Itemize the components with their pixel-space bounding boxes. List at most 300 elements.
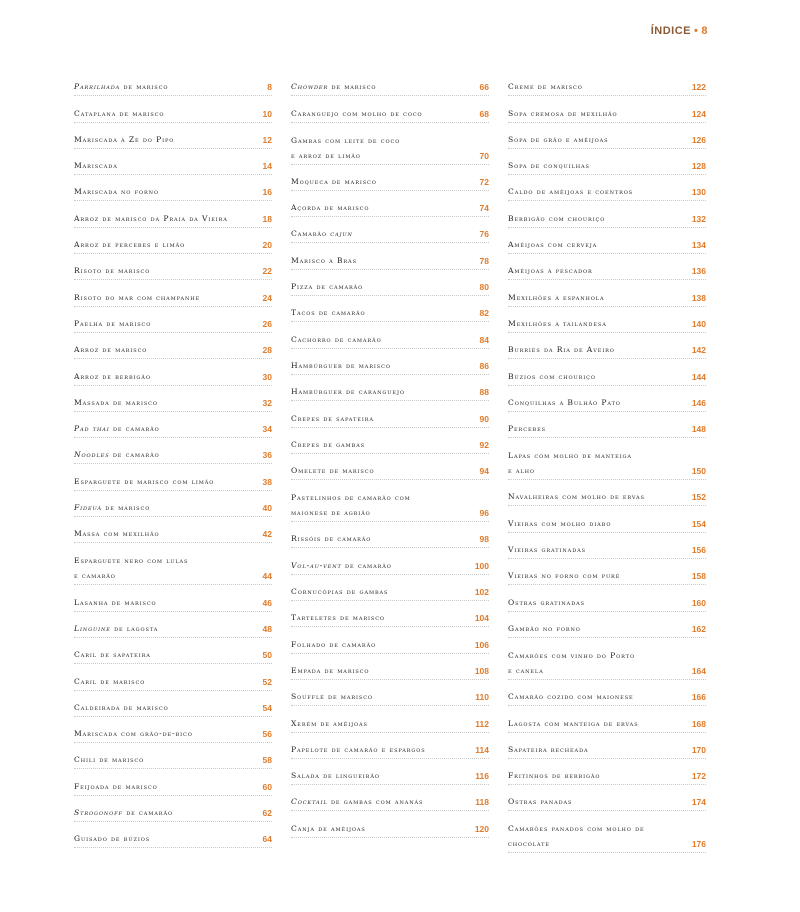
entry-title (508, 742, 589, 758)
index-entry (508, 175, 706, 201)
entry-title-text: Mexilhões à tailandesa (508, 318, 607, 328)
entry-page-number: 132 (691, 213, 706, 224)
entry-page-number: 142 (691, 345, 706, 356)
entry-page-number: 60 (262, 781, 272, 792)
entry-title (291, 411, 374, 427)
entry-page-number: 20 (262, 240, 272, 251)
entry-page-number: 128 (691, 161, 706, 172)
entry-page-number: 8 (267, 82, 272, 93)
entry-page-number: 32 (262, 397, 272, 408)
entry-page-number: 138 (691, 292, 706, 303)
entry-title-text: Esparguete nero com lulas e camarão (74, 556, 189, 581)
entry-page-number: 48 (262, 623, 272, 634)
index-entry (508, 612, 706, 638)
entry-title-text: Mexilhões à espanhola (508, 292, 605, 302)
entry-title (508, 184, 633, 200)
entry-page-number: 40 (262, 503, 272, 514)
entry-title-rest: de lagosta (110, 623, 159, 633)
index-entry (291, 601, 489, 627)
index-entry (74, 796, 272, 822)
index-entry (508, 280, 706, 306)
entry-title (291, 358, 391, 374)
entry-page-number: 26 (262, 318, 272, 329)
index-entry (291, 401, 489, 427)
index-entry (291, 349, 489, 375)
entry-page-number: 86 (479, 360, 489, 371)
entry-page-number: 158 (691, 571, 706, 582)
entry-title-text: Sopa de conquilhas (508, 161, 590, 171)
entry-page-number: 82 (479, 308, 489, 319)
index-entry (508, 438, 706, 480)
entry-title (74, 595, 157, 611)
entry-title-text: Noodles (74, 450, 110, 460)
entry-page-number: 70 (479, 150, 489, 161)
index-entry (74, 149, 272, 175)
entry-title (508, 568, 620, 584)
entry-title (291, 200, 369, 216)
index-entry (291, 785, 489, 811)
entry-page-number: 18 (262, 213, 272, 224)
entry-title-text: Mariscada (74, 161, 118, 171)
entry-page-number: 56 (262, 729, 272, 740)
entry-title-text: Vieiras gratinadas (508, 545, 586, 555)
entry-page-number: 22 (262, 266, 272, 277)
entry-title-text: Caril de marisco (74, 676, 146, 686)
index-entry (74, 96, 272, 122)
entry-title (74, 752, 144, 768)
entry-title (74, 805, 173, 821)
entry-title (291, 79, 376, 95)
entry-page-number: 46 (262, 597, 272, 608)
index-entry (508, 759, 706, 785)
entry-title (74, 369, 151, 385)
entry-title-text: Búzios com chouriço (508, 371, 596, 381)
entry-title (291, 133, 400, 164)
entry-title-text: Sapateira recheada (508, 744, 589, 754)
entry-page-number: 136 (691, 266, 706, 277)
entry-title-text: Marisco à Brás (291, 255, 357, 265)
entry-page-number: 30 (262, 371, 272, 382)
entry-title-text: Cornucópias de gambas (291, 587, 389, 597)
entry-page-number: 68 (479, 108, 489, 119)
entry-title-text: Arroz de percebes e limão (74, 240, 186, 250)
entry-title-text: Vieiras no forno com puré (508, 571, 621, 581)
index-entry (291, 575, 489, 601)
entry-page-number: 120 (474, 823, 489, 834)
entry-page-number: 80 (479, 282, 489, 293)
index-entry (508, 733, 706, 759)
index-entry (74, 438, 272, 464)
entry-title-text: Percebes (508, 424, 546, 434)
entry-title-text: Guisado de búzios (74, 834, 151, 844)
entry-title (508, 158, 590, 174)
entry-page-number: 58 (262, 755, 272, 766)
entry-page-number: 88 (479, 387, 489, 398)
entry-title-text: Hambúrguer de caranguejo (291, 387, 405, 397)
index-entry (291, 733, 489, 759)
entry-page-number: 168 (691, 718, 706, 729)
entry-title-text: Pastelinhos de camarão com maionese de agrião (291, 493, 411, 518)
entry-title-text: Cocktail (291, 797, 328, 807)
entry-page-number: 122 (691, 82, 706, 93)
entry-title (291, 558, 392, 574)
entry-title (291, 279, 363, 295)
entry-title-rest: cajun (330, 229, 353, 239)
entry-title (291, 437, 365, 453)
entry-title-text: Vieiras com molho diabo (508, 518, 612, 528)
entry-page-number: 24 (262, 292, 272, 303)
entry-title (74, 526, 160, 542)
entry-page-number: 160 (691, 597, 706, 608)
entry-title-text: Ostras gratinadas (508, 597, 585, 607)
entry-page-number: 78 (479, 255, 489, 266)
index-entry (74, 175, 272, 201)
entry-page-number: 100 (474, 560, 489, 571)
entry-title-text: Tacos de camarão (291, 308, 366, 318)
entry-title (74, 700, 169, 716)
index-entry (291, 96, 489, 122)
entry-page-number: 164 (691, 665, 706, 676)
entry-title (508, 516, 611, 532)
entry-page-number: 54 (262, 702, 272, 713)
entry-title-text: Massa com mexilhão (74, 529, 160, 539)
index-entry (74, 822, 272, 848)
entry-title-text: Conquilhas à Bulhão Pato (508, 397, 621, 407)
entry-page-number: 44 (262, 571, 272, 582)
entry-title (74, 647, 151, 663)
entry-page-number: 140 (691, 318, 706, 329)
entry-page-number: 94 (479, 466, 489, 477)
entry-title (508, 342, 615, 358)
entry-title (291, 253, 357, 269)
entry-page-number: 176 (691, 839, 706, 850)
entry-title-text: Risoto do mar com champanhe (74, 292, 201, 302)
entry-page-number: 90 (479, 413, 489, 424)
entry-title-text: Arroz de marisco da Praia da Vieira (74, 213, 228, 223)
entry-title (508, 489, 645, 505)
index-entry (291, 522, 489, 548)
index-entry (508, 559, 706, 585)
index-entry (291, 296, 489, 322)
entry-title (291, 305, 366, 321)
entry-title (291, 663, 369, 679)
entry-page-number: 34 (262, 424, 272, 435)
entry-title-text: Massada de marisco (74, 397, 158, 407)
index-entry (74, 517, 272, 543)
entry-title-text: Vol-au-vent (291, 560, 342, 570)
entry-page-number: 162 (691, 623, 706, 634)
entry-title-text: Gambão no forno (508, 623, 581, 633)
entry-title-text: Canja de amêijoas (291, 823, 366, 833)
entry-title-text: Cachorro de camarão (291, 334, 382, 344)
entry-title (74, 674, 145, 690)
index-entry (291, 375, 489, 401)
index-entry (291, 480, 489, 522)
entry-title (291, 384, 405, 400)
entry-title (74, 342, 147, 358)
index-entry (74, 254, 272, 280)
index-entry (74, 638, 272, 664)
entry-title (508, 237, 597, 253)
entry-title (291, 174, 377, 190)
entry-title (291, 226, 353, 242)
index-entry (508, 254, 706, 280)
entry-title (291, 742, 426, 758)
entry-page-number: 96 (479, 508, 489, 519)
index-column-3 (508, 70, 706, 853)
header-page-number: 8 (701, 25, 708, 37)
index-entry (291, 270, 489, 296)
entry-title-text: Amêijoas com cerveja (508, 240, 598, 250)
index-entry (508, 307, 706, 333)
entry-page-number: 124 (691, 108, 706, 119)
entry-page-number: 74 (479, 203, 489, 214)
entry-title-text: Strogonoff (74, 808, 123, 818)
entry-title (74, 421, 160, 437)
entry-title-text: Gambas com leite de coco e arroz de limão (291, 135, 401, 160)
index-entry (508, 480, 706, 506)
index-entry (508, 70, 706, 96)
index-entry (291, 123, 489, 165)
entry-title (508, 621, 581, 637)
entry-title (291, 490, 411, 521)
entry-title (508, 448, 632, 479)
index-entry (74, 386, 272, 412)
entry-page-number: 130 (691, 187, 706, 198)
entry-page-number: 102 (474, 587, 489, 598)
entry-title-rest: de marisco (101, 503, 151, 513)
index-entry (74, 280, 272, 306)
index-entry (291, 70, 489, 96)
index-entry (291, 165, 489, 191)
index-entry (508, 228, 706, 254)
entry-title-text: Omelete de marisco (291, 466, 375, 476)
entry-title-text: Soufflé de marisco (291, 692, 373, 702)
entry-title (291, 716, 368, 732)
index-entry (74, 307, 272, 333)
entry-page-number: 172 (691, 771, 706, 782)
entry-title (291, 332, 382, 348)
entry-title (291, 584, 388, 600)
entry-title-text: Açorda de marisco (291, 203, 370, 213)
entry-page-number: 148 (691, 424, 706, 435)
entry-title-text: Mariscada à Zé do Pipo (74, 134, 175, 144)
entry-title (74, 779, 158, 795)
index-entry (291, 322, 489, 348)
entry-title-text: Camarão (291, 229, 331, 239)
index-entry (508, 585, 706, 611)
index-entry (291, 217, 489, 243)
index-entry (291, 428, 489, 454)
entry-title-text: Amêijoas à pescador (508, 266, 593, 276)
entry-title (508, 106, 618, 122)
entry-title-text: Empada de marisco (291, 665, 370, 675)
index-entry (508, 506, 706, 532)
entry-page-number: 98 (479, 534, 489, 545)
entry-title-text: Lagosta com manteiga de ervas (508, 718, 639, 728)
entry-page-number: 64 (262, 834, 272, 845)
entry-title-text: Feijoada de marisco (74, 781, 158, 791)
index-entry (74, 123, 272, 149)
entry-title (74, 316, 151, 332)
index-entry (74, 333, 272, 359)
entry-page-number: 174 (691, 797, 706, 808)
entry-title (508, 395, 621, 411)
index-entry (74, 491, 272, 517)
entry-title (508, 263, 593, 279)
entry-title (508, 794, 572, 810)
entry-title-text: Crepes de gambas (291, 439, 365, 449)
entry-title-text: Creme de marisco (508, 82, 583, 92)
entry-title (508, 542, 586, 558)
entry-title-text: Pizza de camarão (291, 282, 364, 292)
index-entry (508, 386, 706, 412)
index-entry (508, 811, 706, 853)
index-entry (74, 691, 272, 717)
entry-page-number: 144 (691, 371, 706, 382)
entry-title (74, 263, 150, 279)
entry-title (74, 500, 150, 516)
entry-page-number: 14 (262, 161, 272, 172)
entry-title-text: Lasanha de marisco (74, 597, 157, 607)
index-entry (74, 412, 272, 438)
index-entry (291, 654, 489, 680)
entry-page-number: 118 (475, 797, 489, 808)
entry-title-text: Navalheiras com molho de ervas (508, 492, 645, 502)
entry-title-text: Risoto de marisco (74, 266, 151, 276)
entry-title (508, 79, 583, 95)
entry-page-number: 42 (262, 529, 272, 540)
entry-title-text: Sopa de grão e amêijoas (508, 134, 609, 144)
entry-title-text: Mariscada com grão-de-bico (74, 729, 193, 739)
entry-page-number: 134 (691, 240, 706, 251)
entry-page-number: 170 (691, 744, 706, 755)
entry-page-number: 116 (475, 771, 489, 782)
entry-title (291, 768, 380, 784)
index-entry (291, 548, 489, 574)
entry-title (291, 689, 373, 705)
entry-title (74, 211, 228, 227)
index-entry (508, 638, 706, 680)
entry-title-text: Xerém de amêijoas (291, 718, 368, 728)
entry-title (74, 474, 214, 490)
header-label: ÍNDICE (650, 25, 692, 37)
entry-title (508, 768, 600, 784)
entry-title-text: Tarteletes de marisco (291, 613, 385, 623)
entry-title-text: Mariscada no forno (74, 187, 159, 197)
entry-title-text: Papelote de camarão e espargos (291, 744, 426, 754)
index-entry (74, 359, 272, 385)
entry-title (508, 689, 634, 705)
entry-title (291, 531, 371, 547)
entry-page-number: 76 (479, 229, 489, 240)
entry-page-number: 62 (262, 808, 272, 819)
entry-title (74, 158, 118, 174)
entry-title-text: Cataplana de marisco (74, 108, 165, 118)
entry-page-number: 28 (262, 345, 272, 356)
entry-title-text: Lapas com molho de manteiga e alho (508, 451, 632, 476)
index-entry (74, 228, 272, 254)
index-entry (74, 664, 272, 690)
index-entry (291, 627, 489, 653)
header-separator: • (694, 25, 699, 37)
entry-title-text: Moqueca de marisco (291, 176, 377, 186)
entry-title-rest: de camarão (341, 560, 392, 570)
entry-title (74, 831, 150, 847)
index-column-1 (74, 70, 272, 848)
entry-title (291, 637, 376, 653)
index-entry (291, 706, 489, 732)
entry-title-text: Burriés da Ria de Aveiro (508, 345, 615, 355)
index-entry (291, 811, 489, 837)
entry-page-number: 112 (475, 718, 489, 729)
index-entry (508, 533, 706, 559)
entry-title (508, 821, 645, 852)
index-entry (508, 359, 706, 385)
index-entry (74, 612, 272, 638)
entry-title (508, 369, 596, 385)
entry-page-number: 146 (691, 397, 706, 408)
entry-title (74, 79, 168, 95)
entry-title-text: Esparguete de marisco com limão (74, 476, 215, 486)
entry-title-text: Caranguejo com molho de coco (291, 108, 423, 118)
entry-title-text: Parrilhada (74, 82, 121, 92)
index-entry (291, 454, 489, 480)
entry-title-rest: de camarão (122, 808, 173, 818)
entry-page-number: 36 (262, 450, 272, 461)
entry-page-number: 72 (479, 176, 489, 187)
entry-title-text: Berbigão com chouriço (508, 213, 606, 223)
entry-title (508, 648, 635, 679)
entry-page-number: 104 (474, 613, 489, 624)
index-entry (74, 70, 272, 96)
entry-title-text: Sopa cremosa de mexilhão (508, 108, 618, 118)
entry-title-text: Caldeirada de marisco (74, 702, 169, 712)
entry-page-number: 156 (691, 545, 706, 556)
entry-title-text: Rissóis de camarão (291, 534, 372, 544)
entry-title-rest: de marisco (328, 82, 377, 92)
entry-title (291, 106, 423, 122)
entry-page-number: 10 (262, 108, 272, 119)
entry-title-text: Camarões com vinho do Porto e canela (508, 650, 635, 675)
entry-title (74, 395, 158, 411)
entry-title-text: Arroz de marisco (74, 345, 148, 355)
entry-title (74, 184, 159, 200)
entry-title-text: Pad thai (74, 424, 110, 434)
entry-title-text: Caldo de amêijoas e coentros (508, 187, 634, 197)
entry-title-text: Fideuà (74, 503, 102, 513)
entry-title (74, 447, 160, 463)
entry-page-number: 106 (474, 639, 489, 650)
index-entry (508, 123, 706, 149)
index-entry (508, 201, 706, 227)
entry-title (508, 132, 608, 148)
index-header (651, 25, 708, 37)
entry-title (74, 621, 158, 637)
entry-title-text: Crepes de sapateira (291, 413, 374, 423)
index-entry (74, 201, 272, 227)
entry-title (508, 595, 585, 611)
entry-title (74, 132, 174, 148)
entry-title (291, 821, 366, 837)
entry-page-number: 92 (479, 439, 489, 450)
entry-title-text: Linguine (74, 623, 111, 633)
entry-title-rest: de marisco (120, 82, 169, 92)
entry-title (74, 106, 164, 122)
entry-page-number: 66 (479, 82, 489, 93)
index-entry (74, 585, 272, 611)
entry-page-number: 12 (262, 134, 272, 145)
